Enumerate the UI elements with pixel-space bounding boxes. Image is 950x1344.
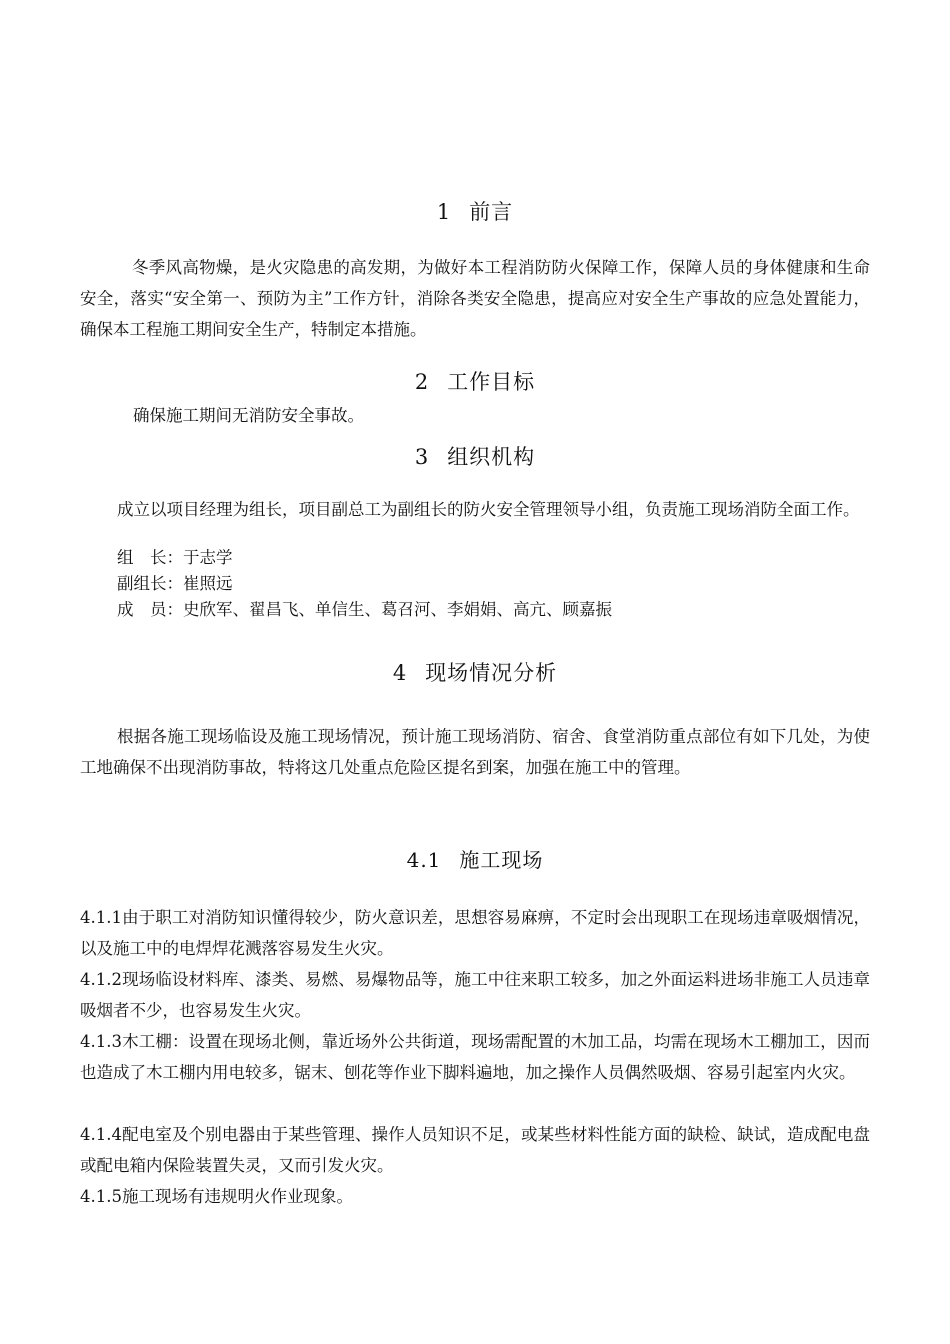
section-number: 3 bbox=[414, 445, 430, 469]
section-heading-3 bbox=[0, 441, 950, 471]
leader-label: 组 长： bbox=[117, 548, 183, 567]
section-heading-4 bbox=[0, 657, 950, 687]
section-number: 2 bbox=[414, 370, 430, 394]
list-item: 4.1.1由于职工对消防知识懂得较少，防火意识差，思想容易麻痹，不定时会出现职工在现场违章吸烟情况，以及施工中的电焊焊花溅落容易发生火灾。 bbox=[80, 908, 870, 958]
list-item: 4.1.2现场临设材料库、漆类、易燃、易爆物品等，施工中往来职工较多，加之外面运料进场非施工人员违章吸烟者不少，也容易发生火灾。 bbox=[80, 970, 870, 1020]
deputy-name: 崔照远 bbox=[183, 574, 233, 593]
members-names: 史欣军、翟昌飞、单信生、葛召河、李娟娟、高亢、顾嘉振 bbox=[183, 600, 612, 619]
section-title: 现场情况分析 bbox=[425, 661, 558, 685]
section-title: 工作目标 bbox=[447, 370, 536, 394]
org-paragraph: 成立以项目经理为组长，项目副总工为副组长的防火安全管理领导小组，负责施工现场消防全面工作。 bbox=[117, 500, 860, 519]
section-number: 4 bbox=[392, 661, 408, 685]
leader-line bbox=[117, 545, 233, 571]
section-heading-4-1 bbox=[0, 844, 950, 873]
leader-name: 于志学 bbox=[183, 548, 233, 567]
members-line bbox=[117, 597, 612, 623]
section-title: 组织机构 bbox=[447, 445, 536, 469]
section-heading-2 bbox=[0, 366, 950, 396]
section-heading-1 bbox=[0, 196, 950, 226]
section-title: 前言 bbox=[469, 200, 514, 224]
section-number: 4.1 bbox=[406, 848, 442, 872]
goal-paragraph: 确保施工期间无消防安全事故。 bbox=[133, 406, 364, 425]
intro-paragraph: 冬季风高物燥，是火灾隐患的高发期，为做好本工程消防防火保障工作，保障人员的身体健康和生命安全，落实“安全第一、预防为主”工作方针，消除各类安全隐患，提高应对安全生产事故的应急处置能力，确保本工程施工期间安全生产，特制定本措施。 bbox=[80, 258, 870, 339]
list-item: 4.1.3木工棚：设置在现场北侧，靠近场外公共街道，现场需配置的木加工品，均需在现场木工棚加工，因而也造成了木工棚内用电较多，锯末、刨花等作业下脚料遍地，加之操作人员偶然吸烟、容易引起室内火灾。 bbox=[80, 1032, 870, 1082]
list-item: 4.1.5施工现场有违规明火作业现象。 bbox=[80, 1187, 353, 1206]
deputy-line bbox=[117, 571, 233, 597]
deputy-label: 副组长： bbox=[117, 574, 183, 593]
section-number: 1 bbox=[436, 200, 452, 224]
section-title: 施工现场 bbox=[459, 848, 544, 872]
list-item: 4.1.4配电室及个别电器由于某些管理、操作人员知识不足，或某些材料性能方面的缺检、缺试，造成配电盘或配电箱内保险装置失灵，又而引发火灾。 bbox=[80, 1125, 870, 1175]
analysis-paragraph: 根据各施工现场临设及施工现场情况，预计施工现场消防、宿舍、食堂消防重点部位有如下几处，为使工地确保不出现消防事故，特将这几处重点危险区提名到案，加强在施工中的管理。 bbox=[80, 727, 870, 777]
members-label: 成 员： bbox=[117, 600, 183, 619]
